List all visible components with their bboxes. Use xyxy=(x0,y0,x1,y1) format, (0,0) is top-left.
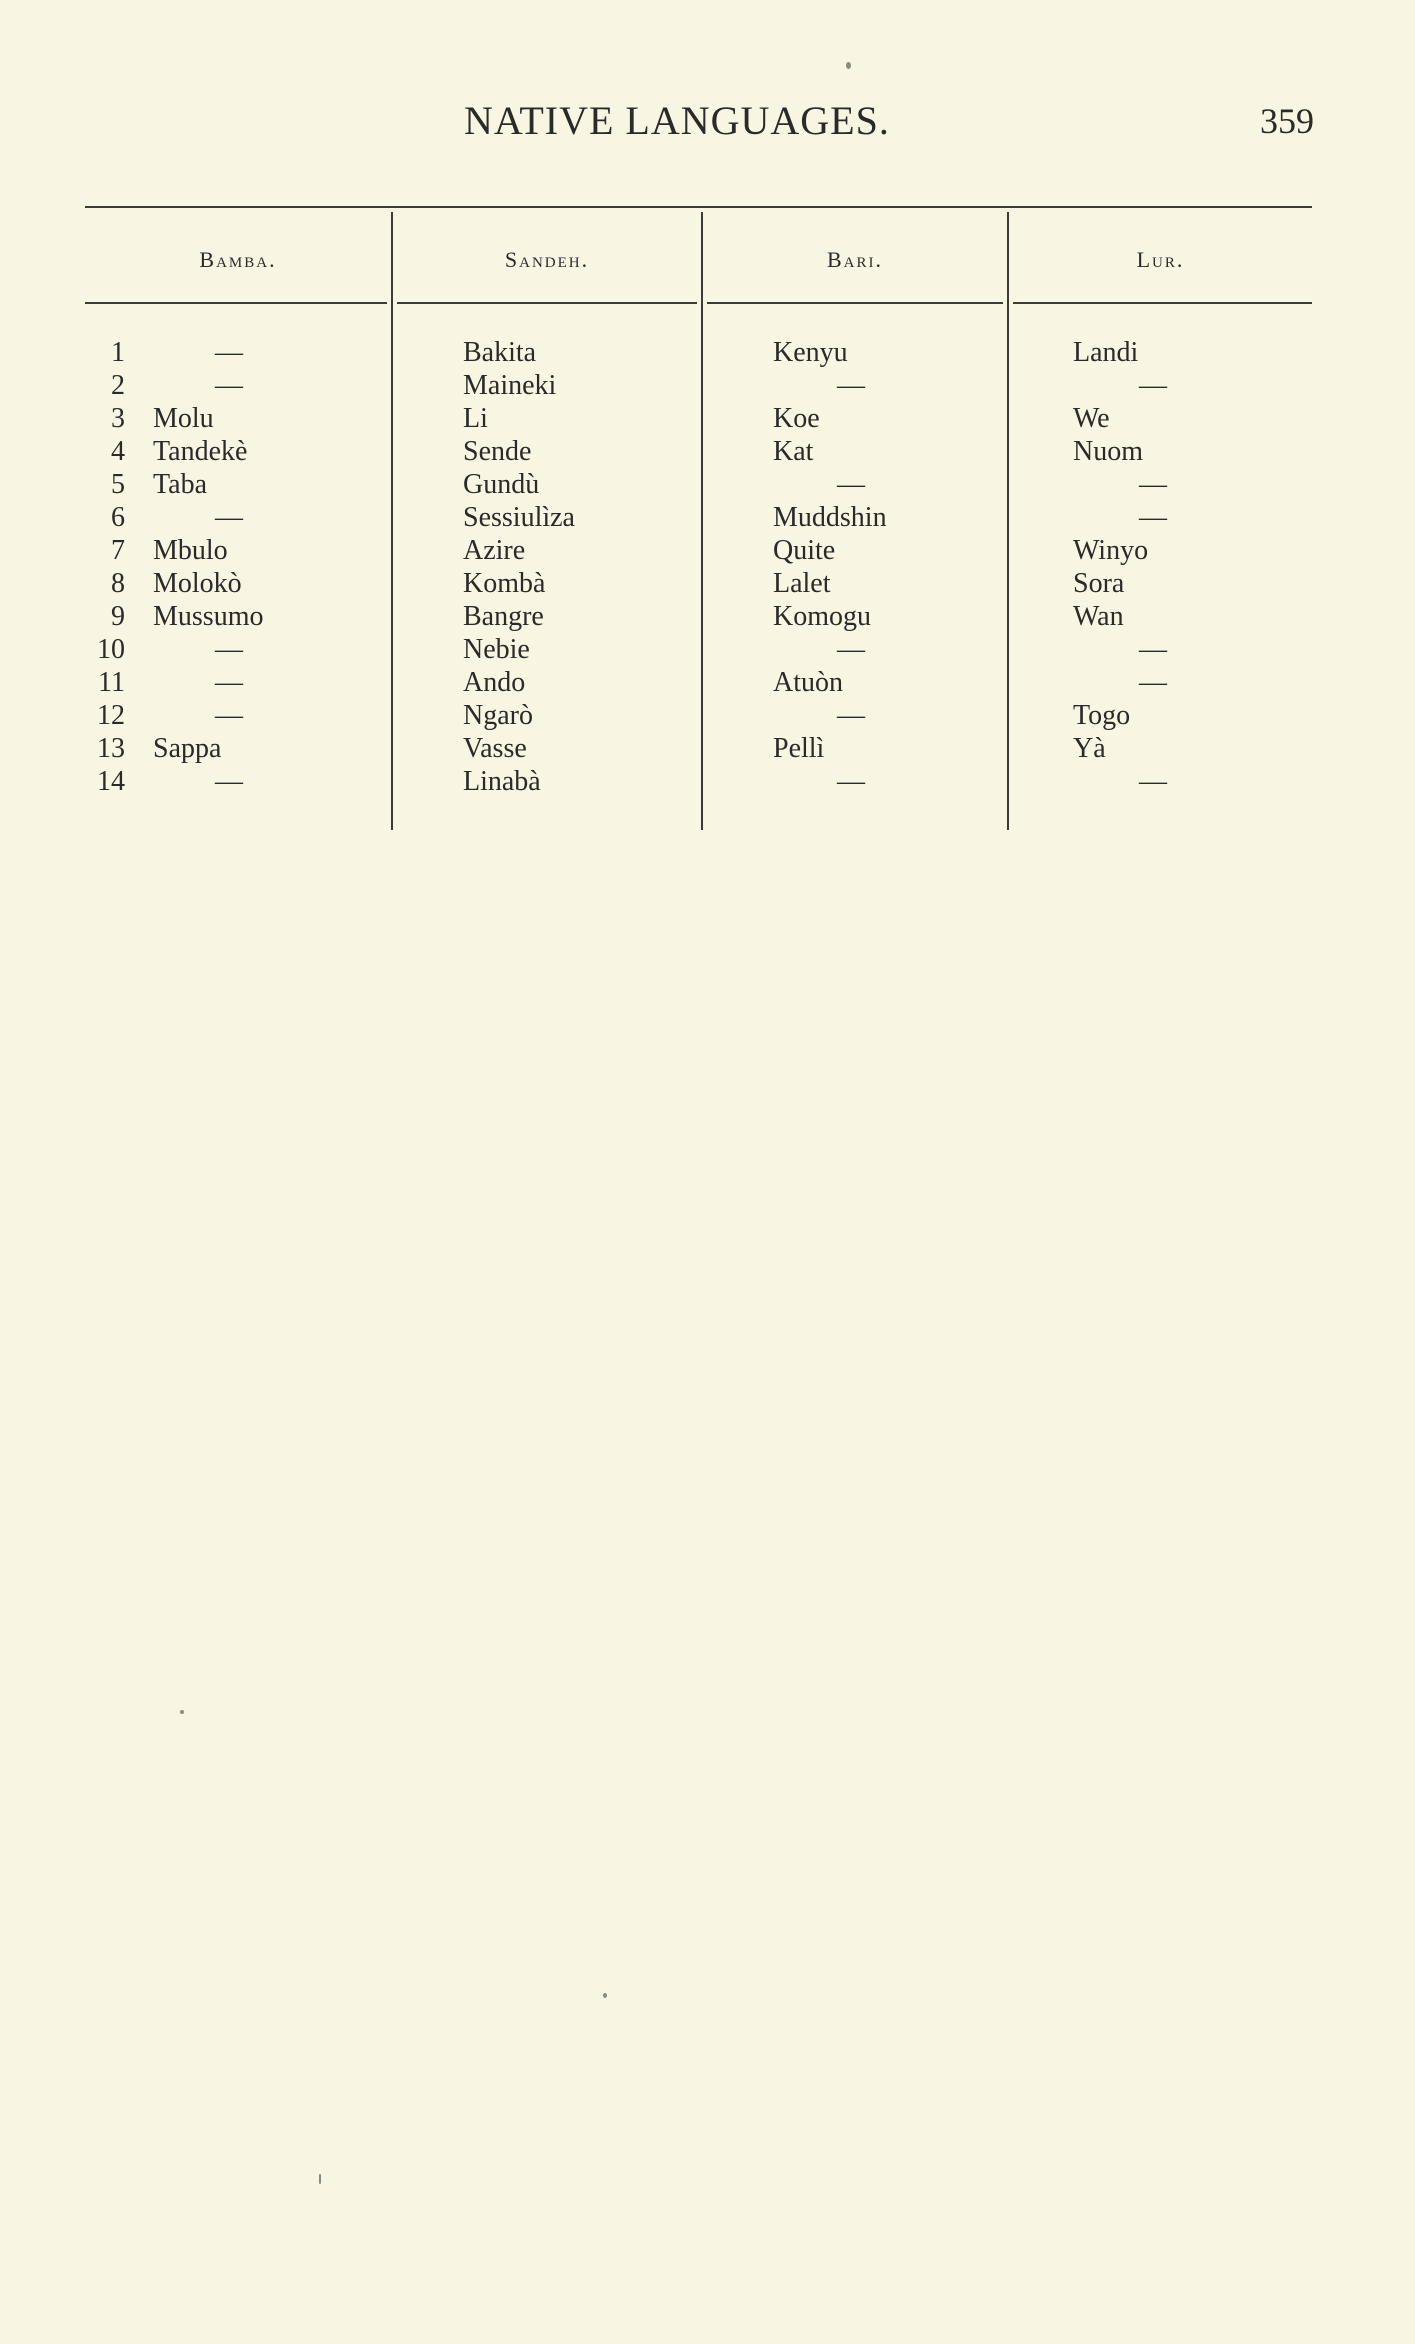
cell-sandeh: Ngarò xyxy=(463,700,533,731)
cell-bari: Kenyu xyxy=(773,337,848,368)
header-rule xyxy=(397,302,697,304)
cell-lur: Winyo xyxy=(1073,535,1149,566)
cell-sandeh: Ando xyxy=(463,667,526,698)
print-speck xyxy=(180,1710,184,1714)
table-row xyxy=(85,765,1312,798)
cell-bamba: — xyxy=(215,502,243,533)
cell-bari: Lalet xyxy=(773,568,831,599)
column-header-bari: Bari. xyxy=(826,247,883,272)
header-rule xyxy=(707,302,1003,304)
row-number: 2 xyxy=(111,370,125,401)
cell-lur: Yà xyxy=(1073,733,1106,764)
column-header-lur: Lur. xyxy=(1136,247,1185,272)
row-number: 13 xyxy=(97,733,125,764)
cell-lur: — xyxy=(1139,370,1167,401)
table-row xyxy=(85,567,1312,600)
cell-bamba: Mbulo xyxy=(153,535,228,566)
row-number: 14 xyxy=(97,766,125,797)
cell-bamba: Taba xyxy=(153,469,208,500)
cell-sandeh: Kombà xyxy=(463,568,546,599)
cell-bari: — xyxy=(837,370,865,401)
table-top-rule xyxy=(85,206,1312,208)
cell-lur: Sora xyxy=(1073,568,1125,599)
cell-bari: — xyxy=(837,700,865,731)
page-number: 359 xyxy=(1260,101,1314,141)
cell-bari: Quite xyxy=(773,535,836,566)
cell-sandeh: Bakita xyxy=(463,337,537,368)
row-number: 8 xyxy=(111,568,125,599)
table-row xyxy=(85,732,1312,765)
column-header-bamba: Bamba. xyxy=(199,247,277,272)
cell-lur: Togo xyxy=(1073,700,1131,731)
page-header xyxy=(0,96,1415,146)
table-row xyxy=(85,402,1312,435)
cell-sandeh: Li xyxy=(463,403,488,434)
print-speck xyxy=(846,62,851,69)
cell-sandeh: Maineki xyxy=(463,370,557,401)
row-number: 9 xyxy=(111,601,125,632)
row-number: 7 xyxy=(111,535,125,566)
column-header-sandeh: Sandeh. xyxy=(504,247,590,272)
table-row xyxy=(85,534,1312,567)
row-number: 4 xyxy=(111,436,125,467)
cell-sandeh: Bangre xyxy=(463,601,544,632)
table-row xyxy=(85,468,1312,501)
row-number: 6 xyxy=(111,502,125,533)
print-speck xyxy=(319,2174,321,2184)
cell-bamba: — xyxy=(215,766,243,797)
row-number: 12 xyxy=(97,700,125,731)
cell-lur: — xyxy=(1139,469,1167,500)
cell-bamba: Molokò xyxy=(153,568,242,599)
cell-sandeh: Linabà xyxy=(463,766,541,797)
row-number: 11 xyxy=(98,667,125,698)
table-row xyxy=(85,633,1312,666)
row-number: 10 xyxy=(97,634,125,665)
cell-lur: — xyxy=(1139,667,1167,698)
cell-sandeh: Nebie xyxy=(463,634,530,665)
row-number: 5 xyxy=(111,469,125,500)
cell-bamba: — xyxy=(215,667,243,698)
row-number: 1 xyxy=(111,337,125,368)
row-number: 3 xyxy=(111,403,125,434)
cell-bari: Muddshin xyxy=(773,502,887,533)
cell-bari: — xyxy=(837,634,865,665)
cell-lur: Nuom xyxy=(1073,436,1143,467)
table-row xyxy=(85,369,1312,402)
cell-bamba: — xyxy=(215,337,243,368)
cell-lur: Landi xyxy=(1073,337,1139,368)
vocabulary-table xyxy=(85,206,1312,826)
running-title: NATIVE LANGUAGES. xyxy=(464,98,890,143)
table-row xyxy=(85,336,1312,369)
header-rule xyxy=(1013,302,1312,304)
cell-bamba: — xyxy=(215,634,243,665)
cell-lur: — xyxy=(1139,766,1167,797)
cell-lur: — xyxy=(1139,634,1167,665)
cell-bari: Atuòn xyxy=(773,667,843,698)
cell-sandeh: Sessiulìza xyxy=(463,502,575,533)
cell-lur: Wan xyxy=(1073,601,1124,632)
cell-bamba: Tandekè xyxy=(153,436,248,467)
print-speck xyxy=(603,1993,607,1998)
cell-bari: Pellì xyxy=(773,733,825,764)
cell-sandeh: Azire xyxy=(463,535,526,566)
table-row xyxy=(85,666,1312,699)
cell-bamba: Sappa xyxy=(153,733,222,764)
cell-bari: Kat xyxy=(773,436,814,467)
cell-sandeh: Sende xyxy=(463,436,532,467)
cell-bari: Komogu xyxy=(773,601,871,632)
cell-lur: — xyxy=(1139,502,1167,533)
cell-sandeh: Gundù xyxy=(463,469,540,500)
cell-bamba: Mussumo xyxy=(153,601,264,632)
header-rule xyxy=(85,302,387,304)
cell-bamba: — xyxy=(215,370,243,401)
table-row xyxy=(85,600,1312,633)
cell-bari: — xyxy=(837,469,865,500)
cell-bamba: Molu xyxy=(153,403,214,434)
cell-bamba: — xyxy=(215,700,243,731)
table-row xyxy=(85,699,1312,732)
cell-lur: We xyxy=(1073,403,1110,434)
cell-sandeh: Vasse xyxy=(463,733,527,764)
cell-bari: — xyxy=(837,766,865,797)
table-body xyxy=(85,336,1312,798)
table-row xyxy=(85,435,1312,468)
table-row xyxy=(85,501,1312,534)
cell-bari: Koe xyxy=(773,403,820,434)
